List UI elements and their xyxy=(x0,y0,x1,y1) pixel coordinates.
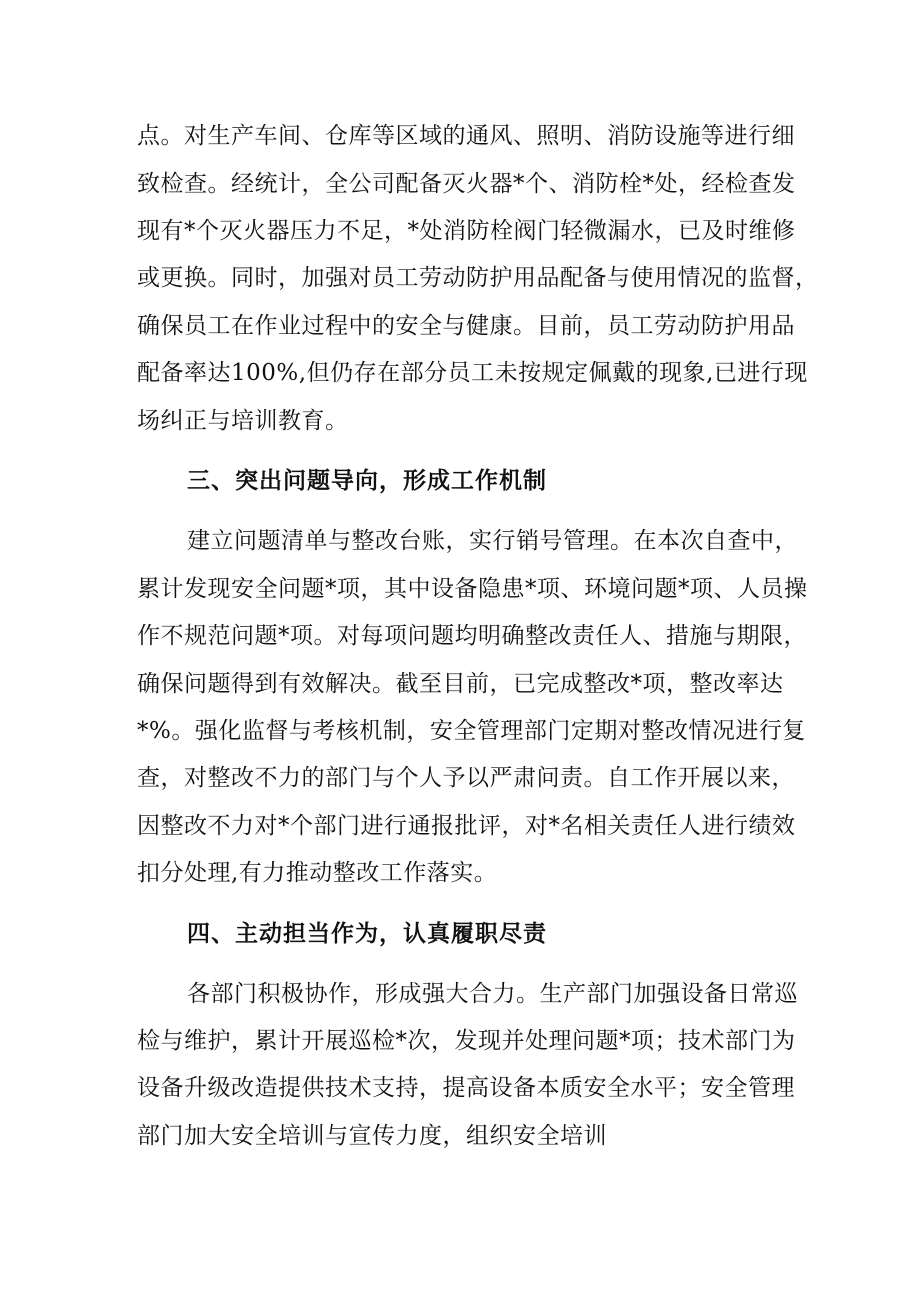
paragraph-line: 扣分处理,有力推动整改工作落实。 xyxy=(137,860,498,886)
paragraph-line: 点。对生产车间、仓库等区域的通风、照明、消防设施等进行细 xyxy=(137,123,795,149)
paragraph-line: 现有*个灭火器压力不足，*处消防栓阀门轻微漏水，已及时维修 xyxy=(137,218,796,244)
paragraph-line: 因整改不力对*个部门进行通报批评，对*名相关责任人进行绩效 xyxy=(137,813,796,839)
paragraph-line: 建立问题清单与整改台账，实行销号管理。在本次自查中， xyxy=(187,528,798,554)
paragraph-line: 确保员工在作业过程中的安全与健康。目前，员工劳动防护用品 xyxy=(137,313,795,339)
paragraph-line: 查，对整改不力的部门与个人予以严肃问责。自工作开展以来， xyxy=(137,765,795,791)
section-heading-4: 四、主动担当作为，认真履职尽责 xyxy=(187,920,547,947)
paragraph-line: 设备升级改造提供技术支持，提高设备本质安全水平；安全管理 xyxy=(137,1075,795,1101)
paragraph-line: 场纠正与培训教育。 xyxy=(137,408,349,434)
paragraph-line: 致检查。经统计，全公司配备灭火器*个、消防栓*处，经检查发 xyxy=(137,171,796,197)
paragraph-line: 各部门积极协作，形成强大合力。生产部门加强设备日常巡 xyxy=(187,981,798,1007)
paragraph-line: 作不规范问题*项。对每项问题均明确整改责任人、措施与期限， xyxy=(137,623,807,649)
paragraph-line: 检与维护，累计开展巡检*次，发现并处理问题*项；技术部门为 xyxy=(137,1028,796,1054)
paragraph-line: 部门加大安全培训与宣传力度，组织安全培训 xyxy=(137,1123,607,1149)
paragraph-line: *%。强化监督与考核机制，安全管理部门定期对整改情况进行复 xyxy=(137,718,806,744)
paragraph-line: 或更换。同时，加强对员工劳动防护用品配备与使用情况的监督， xyxy=(137,265,819,291)
paragraph-line: 确保问题得到有效解决。截至目前，已完成整改*项，整改率达 xyxy=(137,671,784,697)
section-heading-3: 三、突出问题导向，形成工作机制 xyxy=(187,467,547,494)
paragraph-line: 累计发现安全问题*项，其中设备隐患*项、环境问题*项、人员操 xyxy=(137,576,808,602)
paragraph-line: 配备率达100%,但仍存在部分员工未按规定佩戴的现象,已进行现 xyxy=(137,360,808,386)
